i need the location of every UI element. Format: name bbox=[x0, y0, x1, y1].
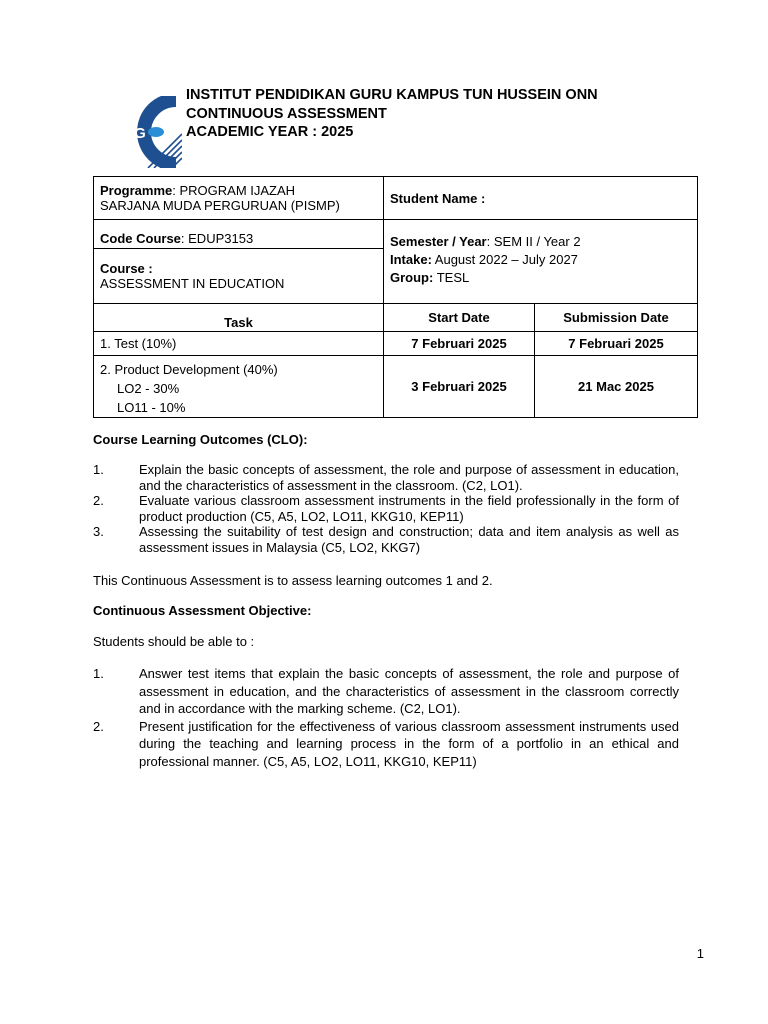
semester-cell bbox=[384, 220, 698, 304]
list-item bbox=[93, 493, 679, 524]
clo-1-text: Explain the basic concepts of assessment, the role and purpose of assessment in education, and the characteristics of assessment in the classroom. (C2, LO1). bbox=[139, 462, 679, 493]
list-item bbox=[93, 665, 679, 718]
objective-list bbox=[93, 665, 679, 771]
intake-value: August 2022 – July 2027 bbox=[431, 252, 578, 267]
clo-2-text: Evaluate various classroom assessment instruments in the field professionally in the form of product production (C5, A5, LO2, LO11, KKG10, KEP11) bbox=[139, 493, 679, 524]
code-course-label: Code Course bbox=[100, 231, 181, 246]
group-label: Group: bbox=[390, 270, 434, 285]
clo-heading: Course Learning Outcomes (CLO): bbox=[93, 432, 308, 447]
task-1-start: 7 Februari 2025 bbox=[384, 332, 535, 356]
clo-3-text: Assessing the suitability of test design and construction; data and item analysis as well as assessment issues in Malaysia (C5, LO2, KKG7) bbox=[139, 524, 679, 555]
ipg-logo-graphic bbox=[110, 96, 182, 168]
task-2-sub2: LO11 - 10% bbox=[117, 400, 186, 415]
task-1-submission: 7 Februari 2025 bbox=[535, 332, 698, 356]
objective-1-num: 1. bbox=[93, 666, 104, 681]
task-header: Task bbox=[94, 304, 384, 332]
semester-value: : SEM II / Year 2 bbox=[486, 234, 581, 249]
list-item bbox=[93, 718, 679, 771]
programme-cell bbox=[94, 177, 384, 220]
clo-list bbox=[93, 462, 679, 555]
objective-1-text: Answer test items that explain the basic concepts of assessment, the role and purpose of assessment in education, and the characteristics of assessment in the classroom correctly and in accordance with the marking scheme. (C2, LO1). bbox=[139, 666, 679, 717]
intake-label: Intake: bbox=[390, 252, 432, 267]
programme-value-2: SARJANA MUDA PERGURUAN (PISMP) bbox=[100, 198, 340, 213]
objective-2-num: 2. bbox=[93, 718, 104, 734]
task-2: 2. Product Development (40%) bbox=[100, 362, 278, 377]
ipg-logo bbox=[110, 96, 182, 168]
objective-2-text: Present justification for the effectiveness of various classroom assessment instruments used during the teaching and learning process in the form of a portfolio in an ethical and professional manner. (C5, A5, LO2, LO11, KKG10, KEP11) bbox=[139, 718, 679, 769]
group-value: TESL bbox=[433, 270, 470, 285]
document-header bbox=[186, 86, 598, 142]
course-value: ASSESSMENT IN EDUCATION bbox=[100, 276, 285, 291]
code-course-value: : EDUP3153 bbox=[180, 231, 254, 246]
academic-year: ACADEMIC YEAR : 2025 bbox=[186, 124, 354, 140]
objective-heading: Continuous Assessment Objective: bbox=[93, 603, 312, 618]
student-name-label: Student Name : bbox=[390, 190, 486, 206]
list-item bbox=[93, 462, 679, 493]
task-row bbox=[94, 356, 698, 418]
clo-3-num: 3. bbox=[93, 524, 104, 539]
task-1: 1. Test (10%) bbox=[94, 332, 384, 356]
page-number: 1 bbox=[696, 946, 704, 961]
semester-label: Semester / Year bbox=[390, 234, 487, 249]
task-2-cell bbox=[94, 356, 384, 418]
objective-intro: Students should be able to : bbox=[93, 634, 255, 649]
assessment-statement: This Continuous Assessment is to assess learning outcomes 1 and 2. bbox=[93, 573, 493, 588]
clo-2-num: 2. bbox=[93, 493, 104, 508]
task-2-start: 3 Februari 2025 bbox=[384, 356, 535, 418]
programme-value-1: : PROGRAM IJAZAH bbox=[172, 183, 296, 198]
submission-date-header: Submission Date bbox=[535, 304, 698, 332]
clo-1-num: 1. bbox=[93, 462, 104, 477]
course-label: Course : bbox=[100, 261, 153, 276]
list-item bbox=[93, 524, 679, 555]
start-date-header: Start Date bbox=[384, 304, 535, 332]
programme-label: Programme bbox=[100, 183, 173, 198]
student-name-cell bbox=[384, 177, 698, 220]
institute-name: INSTITUT PENDIDIKAN GURU KAMPUS TUN HUSSEIN ONN bbox=[186, 87, 598, 103]
code-course-cell bbox=[94, 220, 384, 249]
course-cell bbox=[94, 249, 384, 304]
task-2-submission: 21 Mac 2025 bbox=[535, 356, 698, 418]
svg-text:IPG: IPG bbox=[120, 125, 146, 142]
task-2-sub1: LO2 - 30% bbox=[117, 381, 180, 396]
course-info-table bbox=[93, 176, 698, 418]
task-row bbox=[94, 332, 698, 356]
assessment-title: CONTINUOUS ASSESSMENT bbox=[186, 105, 387, 122]
